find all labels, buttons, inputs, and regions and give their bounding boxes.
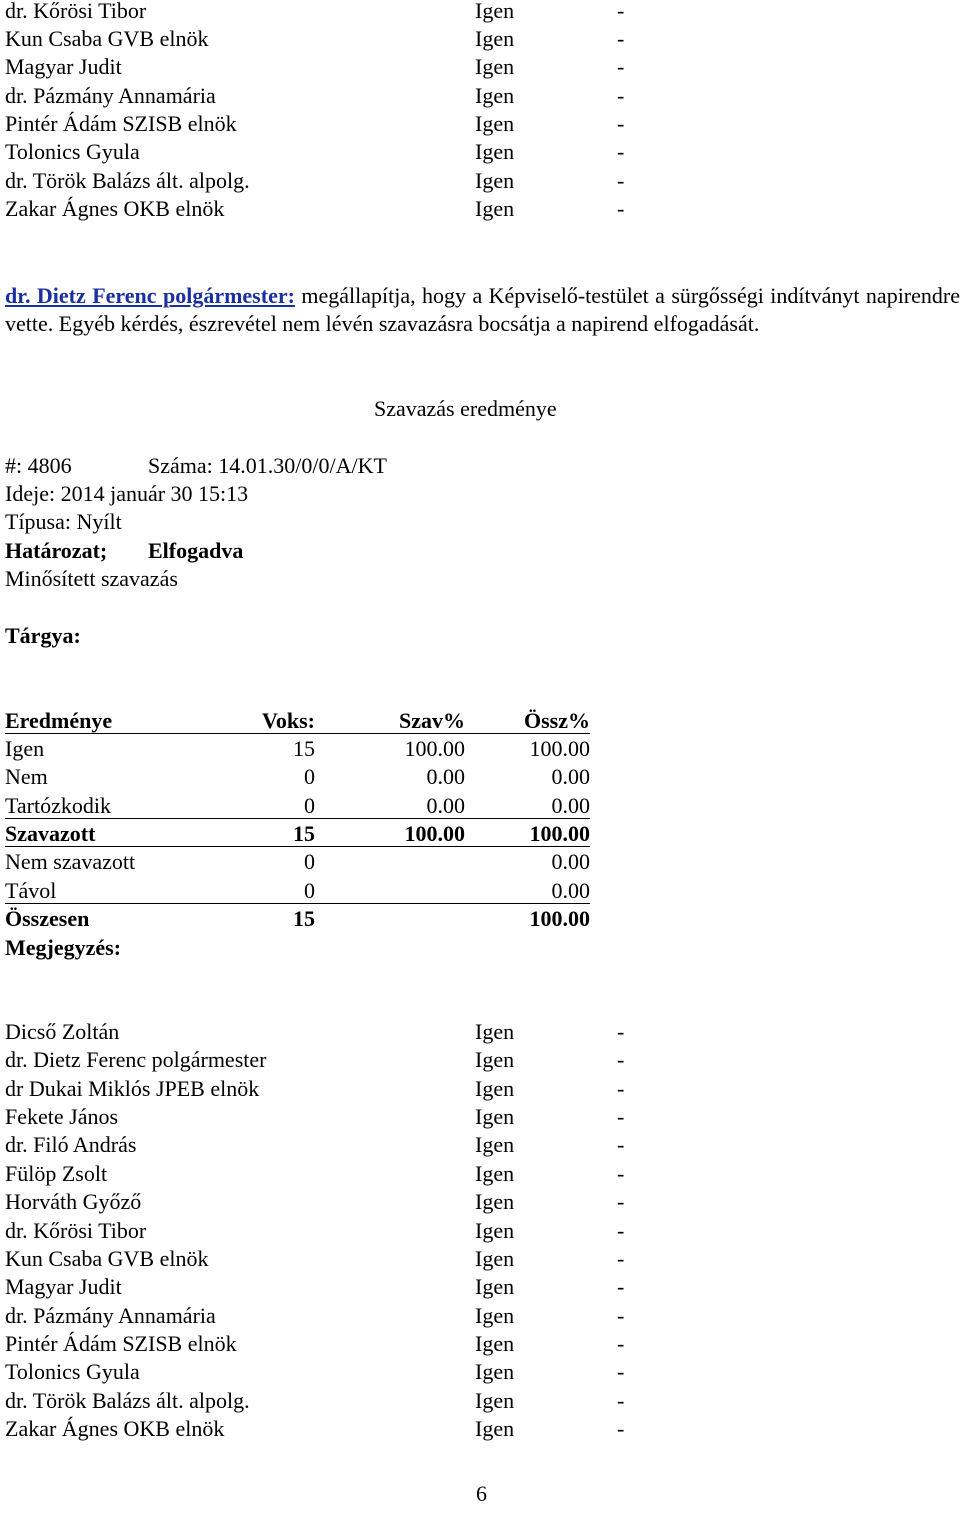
row-voks: 0 [304,793,315,818]
vote-mark: - [617,83,625,108]
voter-name: Horváth Győző [5,1189,142,1214]
vote-row [5,1217,645,1245]
vote-row [5,1245,645,1273]
table-row [5,735,590,763]
voter-name: dr. Dietz Ferenc polgármester [5,1047,267,1072]
header-voks: Voks: [262,708,315,733]
result-title: Szavazás eredménye [374,396,557,421]
voter-name: Tolonics Gyula [5,1359,140,1384]
row-szav: 100.00 [404,821,465,846]
vote-mark: - [617,54,625,79]
vote-value: Igen [475,1303,515,1328]
vote-row [5,1330,645,1358]
vote-mark: - [617,139,625,164]
row-voks: 15 [293,821,315,846]
voter-name: Dicső Zoltán [5,1019,120,1044]
row-ossz: 0.00 [551,764,590,789]
row-label: Nem [5,764,48,789]
elfogadva-label: Elfogadva [148,538,244,563]
vote-row [5,1387,645,1415]
vote-mark: - [617,0,625,23]
vote-value: Igen [475,1246,515,1271]
voter-name: Magyar Judit [5,54,122,79]
table-row [5,848,590,876]
vote-mark: - [617,1274,625,1299]
vote-mark: - [617,1303,625,1328]
vote-mark: - [617,1047,625,1072]
row-ossz: 100.00 [529,736,590,761]
row-voks: 0 [304,849,315,874]
vote-value: Igen [475,54,515,79]
voter-name: Kun Csaba GVB elnök [5,26,209,51]
vote-value: Igen [475,1331,515,1356]
vote-value: Igen [475,1388,515,1413]
voter-name: Fekete János [5,1104,119,1129]
vote-value: Igen [475,1359,515,1384]
vote-tipusa: Típusa: Nyílt [5,509,122,534]
voter-name: Magyar Judit [5,1274,122,1299]
vote-row [5,1188,645,1216]
page-number: 6 [476,1481,487,1506]
table-row [5,763,590,791]
table-row [5,820,590,847]
vote-value: Igen [475,1104,515,1129]
vote-mark: - [617,1132,625,1157]
row-label: Távol [5,878,57,903]
vote-value: Igen [475,1218,515,1243]
vote-mark: - [617,168,625,193]
voter-name: dr. Pázmány Annamária [5,1303,216,1328]
vote-mark: - [617,1359,625,1384]
vote-row [5,0,645,25]
vote-row [5,1302,645,1330]
vote-row [5,138,645,166]
vote-value: Igen [475,196,515,221]
speaker-name: dr. Dietz Ferenc polgármester: [5,283,295,308]
table-row [5,905,590,933]
row-ossz: 0.00 [551,878,590,903]
vote-value: Igen [475,168,515,193]
vote-row [5,195,645,223]
vote-value: Igen [475,139,515,164]
vote-value: Igen [475,1416,515,1441]
hatarozat-label: Határozat; [5,538,108,563]
vote-mark: - [617,26,625,51]
results-header [5,707,590,734]
vote-value: Igen [475,1274,515,1299]
voter-name: Kun Csaba GVB elnök [5,1246,209,1271]
row-label: Szavazott [5,821,96,846]
table-row [5,792,590,819]
header-szav: Szav% [399,708,465,733]
minositett-label: Minősített szavazás [5,566,178,591]
vote-mark: - [617,1189,625,1214]
row-ossz: 100.00 [529,906,590,931]
vote-value: Igen [475,1019,515,1044]
vote-row [5,167,645,195]
voter-name: Zakar Ágnes OKB elnök [5,196,225,221]
vote-mark: - [617,1104,625,1129]
vote-szama: Száma: 14.01.30/0/0/A/KT [148,453,387,478]
vote-value: Igen [475,1189,515,1214]
vote-row [5,1358,645,1386]
header-ossz: Össz% [524,708,590,733]
row-ossz: 100.00 [529,821,590,846]
row-szav: 0.00 [426,764,465,789]
voter-name: Pintér Ádám SZISB elnök [5,111,237,136]
vote-row [5,1273,645,1301]
targya-label: Tárgya: [5,623,81,648]
vote-mark: - [617,1161,625,1186]
voter-name: Fülöp Zsolt [5,1161,108,1186]
vote-mark: - [617,1218,625,1243]
row-voks: 15 [293,906,315,931]
voter-name: dr. Pázmány Annamária [5,83,216,108]
vote-mark: - [617,1246,625,1271]
vote-value: Igen [475,1161,515,1186]
voter-name: dr. Török Balázs ált. alpolg. [5,168,250,193]
vote-mark: - [617,1331,625,1356]
row-ossz: 0.00 [551,793,590,818]
vote-row [5,53,645,81]
voter-name: Zakar Ágnes OKB elnök [5,1416,225,1441]
vote-ideje: Ideje: 2014 január 30 15:13 [5,481,249,506]
row-label: Igen [5,736,45,761]
header-eredmenye: Eredménye [5,708,113,733]
vote-row [5,1018,645,1046]
row-label: Tartózkodik [5,793,111,818]
vote-row [5,1131,645,1159]
table-row [5,877,590,904]
statement-paragraph [5,282,960,339]
row-ossz: 0.00 [551,849,590,874]
voter-name: dr. Kőrösi Tibor [5,0,147,23]
vote-value: Igen [475,0,515,23]
voter-name: dr. Filó András [5,1132,137,1157]
vote-number: #: 4806 [5,453,72,478]
vote-row [5,110,645,138]
vote-mark: - [617,196,625,221]
voter-name: Tolonics Gyula [5,139,140,164]
vote-value: Igen [475,1076,515,1101]
voter-name: Pintér Ádám SZISB elnök [5,1331,237,1356]
vote-row [5,82,645,110]
voter-name: dr Dukai Miklós JPEB elnök [5,1076,260,1101]
vote-value: Igen [475,83,515,108]
vote-row [5,1103,645,1131]
row-label: Összesen [5,906,90,931]
vote-row [5,1075,645,1103]
vote-row [5,1415,645,1443]
vote-mark: - [617,1416,625,1441]
row-szav: 100.00 [404,736,465,761]
vote-mark: - [617,1076,625,1101]
vote-value: Igen [475,111,515,136]
megjegyzes-label: Megjegyzés: [5,935,122,960]
row-voks: 0 [304,878,315,903]
row-szav: 0.00 [426,793,465,818]
voter-name: dr. Kőrösi Tibor [5,1218,147,1243]
vote-mark: - [617,1388,625,1413]
row-voks: 0 [304,764,315,789]
vote-row [5,1160,645,1188]
vote-value: Igen [475,1047,515,1072]
vote-value: Igen [475,26,515,51]
vote-value: Igen [475,1132,515,1157]
row-label: Nem szavazott [5,849,136,874]
vote-mark: - [617,1019,625,1044]
vote-mark: - [617,111,625,136]
voter-name: dr. Török Balázs ált. alpolg. [5,1388,250,1413]
row-voks: 15 [293,736,315,761]
vote-row [5,25,645,53]
statement-text: megállapítja, hogy a Képviselő-testület a sürgősségi indítványt napirendre vette. Egyéb kérdés, észrevétel nem lévén szavazásra bocsátja a napirend elfogadását. [5,283,960,337]
vote-row [5,1046,645,1074]
